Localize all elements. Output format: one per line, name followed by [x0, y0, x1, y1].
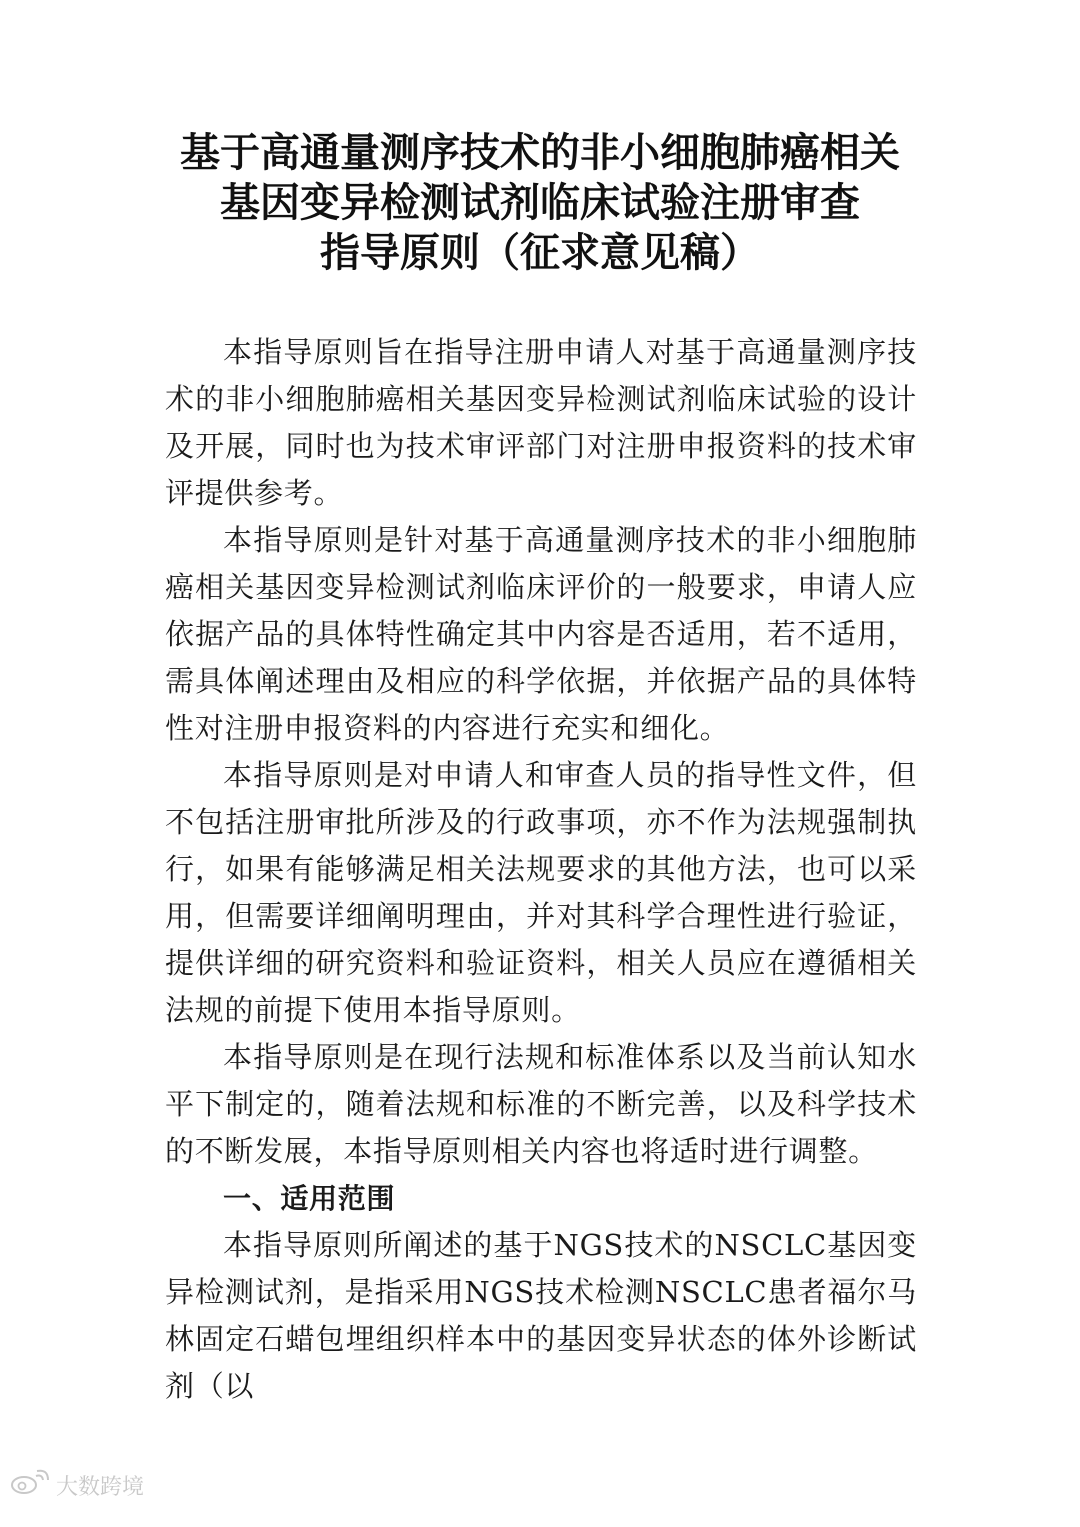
section-heading: 一、适用范围 [223, 1182, 396, 1215]
watermark-text: 大数跨境 [56, 1474, 145, 1500]
paragraph: 本指导原则是在现行法规和标准体系以及当前认知水平下制定的，随着法规和标准的不断完善，以及科学技术的不断发展，本指导原则相关内容也将适时进行调整。 [165, 1040, 917, 1168]
title-line: 基因变异检测试剂临床试验注册审查 [220, 180, 860, 226]
title-line: 基于高通量测序技术的非小细胞肺癌相关 [180, 130, 900, 176]
document-title [0, 128, 1080, 278]
title-line: 指导原则（征求意见稿） [320, 230, 760, 276]
watermark [10, 1468, 144, 1502]
paragraph: 本指导原则所阐述的基于NGS技术的NSCLC基因变异检测试剂，是指采用NGS技术检测NSCLC患者福尔马林固定石蜡包埋组织样本中的基因变异状态的体外诊断试剂（以 [165, 1228, 917, 1403]
weibo-logo-icon [10, 1468, 50, 1502]
document-body [165, 329, 917, 1410]
paragraph: 本指导原则旨在指导注册申请人对基于高通量测序技术的非小细胞肺癌相关基因变异检测试剂临床试验的设计及开展，同时也为技术审评部门对注册申报资料的技术审评提供参考。 [165, 335, 917, 510]
paragraph: 本指导原则是对申请人和审查人员的指导性文件，但不包括注册审批所涉及的行政事项，亦不作为法规强制执行，如果有能够满足相关法规要求的其他方法，也可以采用，但需要详细阐明理由，并对其科学合理性进行验证，提供详细的研究资料和验证资料，相关人员应在遵循相关法规的前提下使用本指导原则。 [165, 758, 917, 1027]
paragraph: 本指导原则是针对基于高通量测序技术的非小细胞肺癌相关基因变异检测试剂临床评价的一般要求，申请人应依据产品的具体特性确定其中内容是否适用，若不适用，需具体阐述理由及相应的科学依据，并依据产品的具体特性对注册申报资料的内容进行充实和细化。 [165, 523, 917, 745]
